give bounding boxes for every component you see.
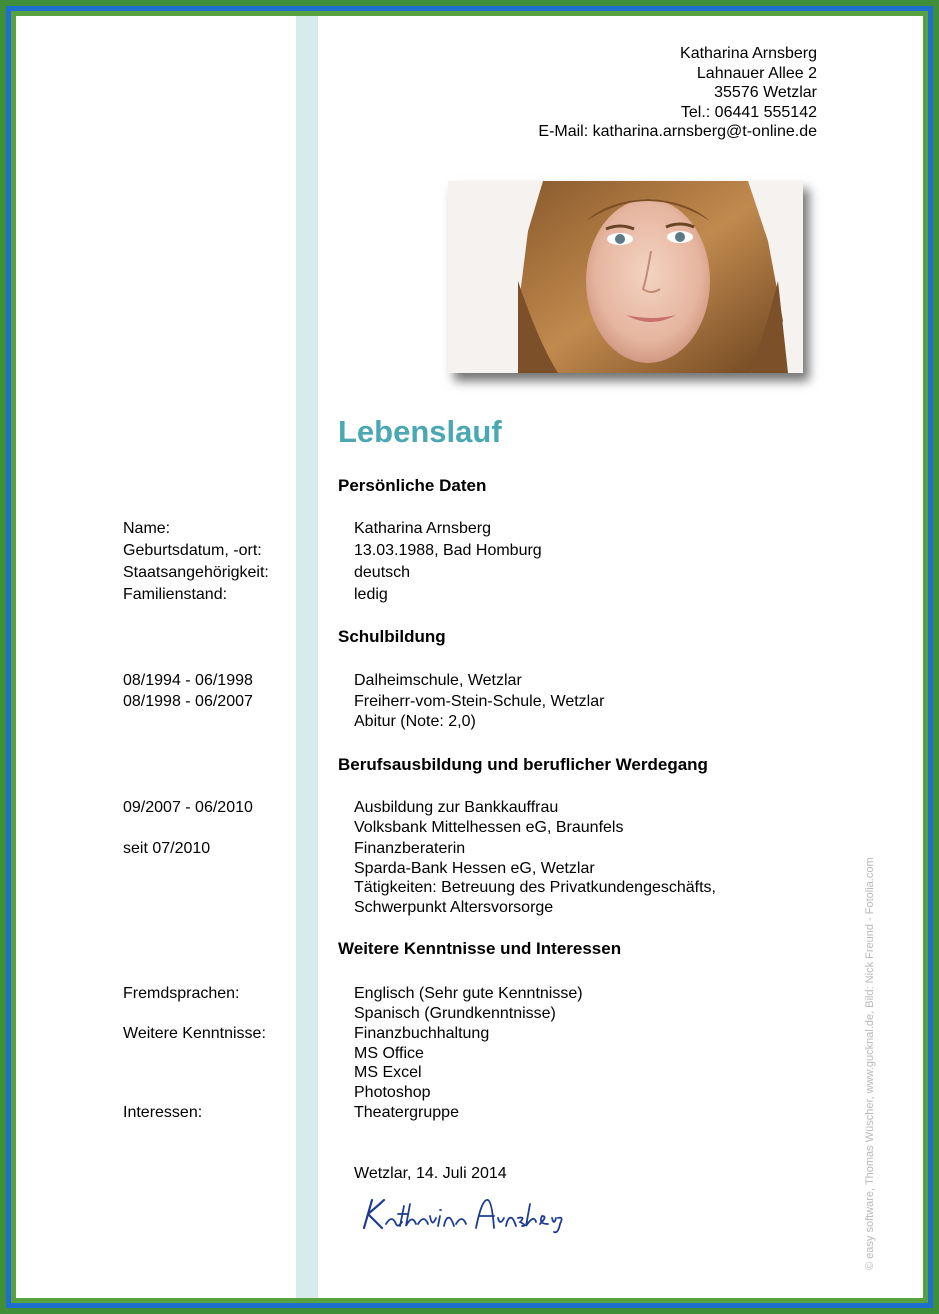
value-line: Ausbildung zur Bankkauffrau: [354, 799, 559, 816]
label-career-2: seit 07/2010: [123, 840, 211, 857]
label-school-1: 08/1994 - 06/1998: [123, 672, 253, 689]
value-line: Schwerpunkt Altersvorsorge: [354, 898, 554, 916]
portrait-photo: [448, 181, 803, 373]
value-interests: [354, 1103, 459, 1123]
place-date: Wetzlar, 14. Juli 2014: [354, 1165, 507, 1182]
page-title: Lebenslauf: [338, 414, 502, 449]
signature: [358, 1194, 568, 1241]
section-career-heading: Berufsausbildung und beruflicher Werdegang: [338, 755, 708, 774]
address-phone: Tel.: 06441 555142: [680, 103, 817, 121]
section-skills-heading: Weitere Kenntnisse und Interessen: [338, 939, 622, 958]
portrait-image: [448, 181, 803, 373]
value-line: Theatergruppe: [354, 1104, 459, 1121]
label-interests: Interessen:: [123, 1104, 203, 1121]
value-line: Photoshop: [354, 1083, 431, 1101]
value-school-1: [354, 671, 522, 691]
label-school-2: 08/1998 - 06/2007: [123, 693, 253, 710]
value-line: Finanzberaterin: [354, 840, 466, 857]
value-birth: 13.03.1988, Bad Homburg: [354, 542, 542, 559]
label-other-skills: Weitere Kenntnisse:: [123, 1025, 266, 1042]
label-career-1: 09/2007 - 06/2010: [123, 799, 253, 816]
value-languages: [354, 984, 583, 1023]
address-email: E-Mail: katharina.arnsberg@t-online.de: [538, 123, 817, 140]
value-nationality: deutsch: [354, 564, 411, 581]
signature-image: [358, 1194, 568, 1236]
section-school-heading: Schulbildung: [338, 627, 446, 646]
value-other-skills: [354, 1024, 489, 1102]
decorative-stripe: [296, 16, 318, 1298]
address-city: 35576 Wetzlar: [714, 84, 817, 101]
value-line: Englisch (Sehr gute Kenntnisse): [354, 985, 583, 1002]
section-personal-heading: Persönliche Daten: [338, 476, 487, 495]
value-line: MS Office: [354, 1044, 424, 1062]
value-career-1: [354, 798, 623, 837]
address-block: [538, 44, 817, 142]
value-line: Dalheimschule, Wetzlar: [354, 672, 522, 689]
label-languages: Fremdsprachen:: [123, 985, 240, 1002]
value-line: Sparda-Bank Hessen eG, Wetzlar: [354, 859, 595, 877]
value-line: Freiherr-vom-Stein-Schule, Wetzlar: [354, 693, 605, 710]
value-line: Tätigkeiten: Betreuung des Privatkundengeschäfts,: [354, 879, 716, 896]
value-line: Finanzbuchhaltung: [354, 1025, 490, 1042]
value-marital: ledig: [354, 586, 388, 603]
label-marital: Familienstand:: [123, 586, 228, 603]
value-career-2: [354, 839, 716, 917]
value-name: Katharina Arnsberg: [354, 520, 491, 537]
value-line: Volksbank Mittelhessen eG, Braunfels: [354, 818, 624, 836]
address-street: Lahnauer Allee 2: [696, 64, 817, 82]
label-nationality: Staatsangehörigkeit:: [123, 564, 269, 581]
value-line: Spanisch (Grundkenntnisse): [354, 1004, 556, 1022]
label-name: Name:: [123, 520, 171, 537]
label-birth: Geburtsdatum, -ort:: [123, 542, 262, 559]
value-line: MS Excel: [354, 1064, 422, 1081]
address-name: Katharina Arnsberg: [680, 45, 817, 62]
value-school-2: [354, 692, 604, 731]
copyright-watermark: © easy software, Thomas Wüscher, www.gucknal.de, Bild: Nick Freund - Fotolia.com: [864, 857, 876, 1270]
value-line: Abitur (Note: 2,0): [354, 712, 476, 730]
cv-page: [16, 16, 923, 1298]
